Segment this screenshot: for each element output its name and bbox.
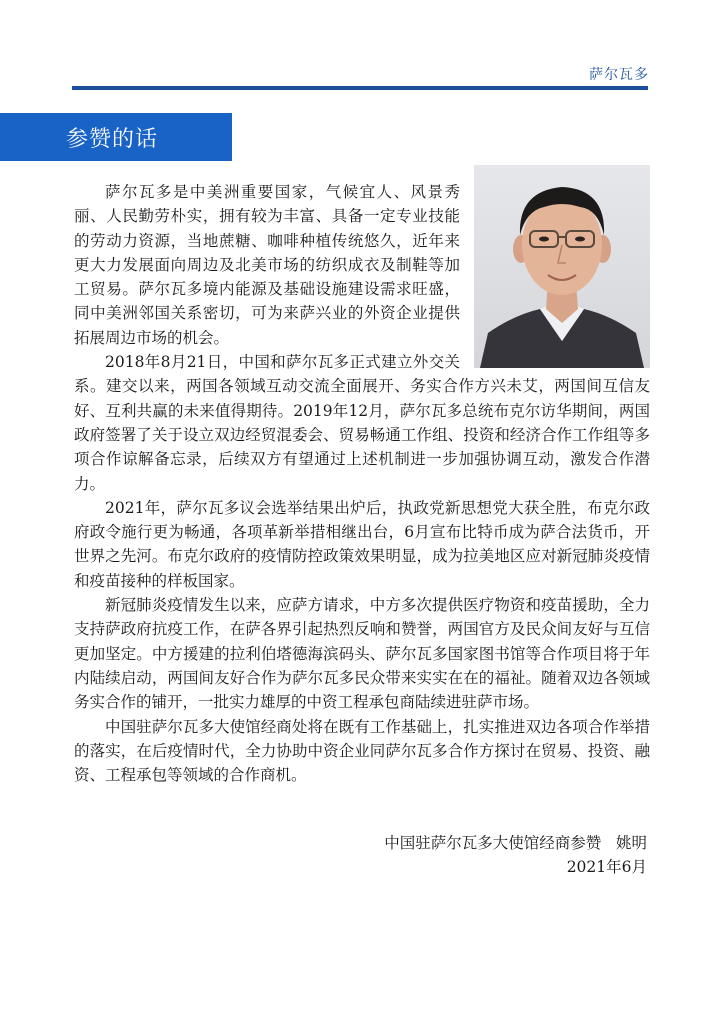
header-country-label: 萨尔瓦多 [589,67,649,83]
signature-date: 2021年6月 [566,858,647,876]
section-title-tab [0,113,232,161]
paragraph-2: 2018年8月21日，中国和萨尔瓦多正式建立外交关系。建交以来，两国各领域互动交流全面展开、务实合作方兴未艾，两国间互信友好、互利共赢的未来值得期待。2019年12月，萨尔瓦多总统布克尔访华期间，两国政府签署了关于设立双边经贸混委会、贸易畅通工作组、投资和经济合作工作组等多项合作谅解备忘录，后续双方有望通过上述机制进一步加强协调互动，激发合作潜力。 [74,353,650,493]
paragraph-5: 中国驻萨尔瓦多大使馆经商处将在既有工作基础上，扎实推进双边各项合作举措的落实，在后疫情时代，全力协助中资企业同萨尔瓦多合作方探讨在贸易、投资、融资、工程承包等领域的合作商机。 [74,717,650,785]
paragraph-3: 2021年，萨尔瓦多议会选举结果出炉后，执政党新思想党大获全胜，布克尔政府政令施行更为畅通，各项革新举措相继出台，6月宣布比特币成为萨合法货币，开世界之先河。布克尔政府的疫情防控政策效果明显，成为拉美地区应对新冠肺炎疫情和疫苗接种的样板国家。 [74,498,650,590]
paragraph-1: 萨尔瓦多是中美洲重要国家，气候宜人、风景秀丽、人民勤劳朴实，拥有较为丰富、具备一定专业技能的劳动力资源，当地蔗糖、咖啡种植传统悠久，近年来更大力发展面向周边及北美市场的纺织成衣及制鞋等加工贸易。萨尔瓦多境内能源及基础设施建设需求旺盛，同中美洲邻国关系密切，可为来萨兴业的外资企业提供拓展周边市场的机会。 [74,183,460,347]
article-body [74,180,650,787]
signature-author: 中国驻萨尔瓦多大使馆经商参赞 姚明 [384,834,647,852]
paragraph-4: 新冠肺炎疫情发生以来，应萨方请求，中方多次提供医疗物资和疫苗援助，全力支持萨政府抗疫工作，在萨各界引起热烈反响和赞誉，两国官方及民众间友好与互信更加坚定。中方援建的拉利伯塔德海滨码头、萨尔瓦多国家图书馆等合作项目将于年内陆续启动，两国间友好合作为萨尔瓦多民众带来实实在在的福祉。随着双边各领域务实合作的铺开，一批实力雄厚的中资工程承包商陆续进驻萨市场。 [74,596,650,712]
signature-block [384,831,647,879]
section-title: 参赞的话 [66,127,159,152]
header-rule [72,86,648,90]
portrait-spacer [460,180,650,370]
